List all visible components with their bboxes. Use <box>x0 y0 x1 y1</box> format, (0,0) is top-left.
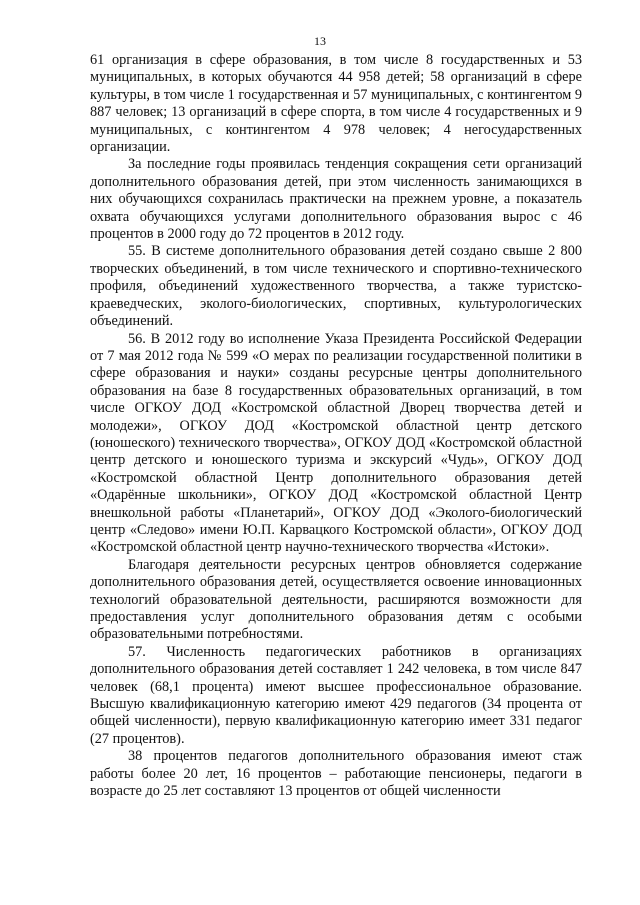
paragraph-1: 61 организация в сфере образования, в том числе 8 государственных и 53 муниципальных, в которых обучаются 44 958 детей; 58 организаций в сфере культуры, в том числе 1 государственная и 57 муниципальных, с контингентом 9 887 человек; 13 организаций в сфере спорта, в том числе 4 государственных и 9 муниципальных, с контингентом 4 978 человек; 4 негосударственных организации. <box>90 52 583 156</box>
paragraph-7: 38 процентов педагогов дополнительного образования имеют стаж работы более 20 лет, 16 процентов – работающие пенсионеры, педагоги в возрасте до 25 лет составляют 13 процентов от общей численности <box>90 748 582 800</box>
paragraph-2: За последние годы проявилась тенденция сокращения сети организаций дополнительного образования детей, при этом численность занимающихся в них обучающихся сохранилась практически на прежнем уровне, а показатель охвата обучающихся услугами дополнительного образования вырос с 46 процентов в 2000 году до 72 процентов в 2012 году. <box>90 156 582 243</box>
paragraph-5: Благодаря деятельности ресурсных центров обновляется содержание дополнительного образования детей, осуществляется освоение инновационных технологий образовательной деятельности, расширяются возможности для предоставления услуг дополнительного образования детям с особыми образовательными потребностями. <box>90 556 582 643</box>
paragraph-3: 55. В системе дополнительного образования детей создано свыше 2 800 творческих объединений, в том числе технического и спортивно-технического профиля, объединений художественного творчества, а также туристско-краеведческих, эколого-биологических, спортивных, культурологических объединений. <box>90 243 582 330</box>
document-body <box>90 52 582 800</box>
paragraph-4: 56. В 2012 году во исполнение Указа Президента Российской Федерации от 7 мая 2012 года № 599 «О мерах по реализации государственной политики в сфере образования и науки» созданы ресурсные центры дополнительного образования на базе 8 государственных образовательных организаций, в том числе ОГКОУ ДОД «Костромской областной Дворец творчества детей и молодежи», ОГКОУ ДОД «Костромской областной центр детского (юношеского) технического творчества», ОГКОУ ДОД «Костромской областной центр детского и юношеского туризма и экскурсий «Чудь», ОГКОУ ДОД «Костромской областной Центр дополнительного образования детей «Одарённые школьники», ОГКОУ ДОД «Костромской областной Центр внешкольной работы «Планетарий», ОГКОУ ДОД «Эколого-биологический центр «Следово» имени Ю.П. Карвацкого Костромской области», ОГКОУ ДОД «Костромской областной центр научно-технического творчества «Истоки». <box>90 330 582 556</box>
paragraph-6: 57. Численность педагогических работников в организациях дополнительного образования детей составляет 1 242 человека, в том числе 847 человек (68,1 процента) имеют высшее профессиональное образование. Высшую квалификационную категорию имеют 429 педагогов (34 процента от общей численности), первую квалификационную категорию имеет 331 педагог (27 процентов). <box>90 643 582 747</box>
page-number: 13 <box>314 34 326 48</box>
